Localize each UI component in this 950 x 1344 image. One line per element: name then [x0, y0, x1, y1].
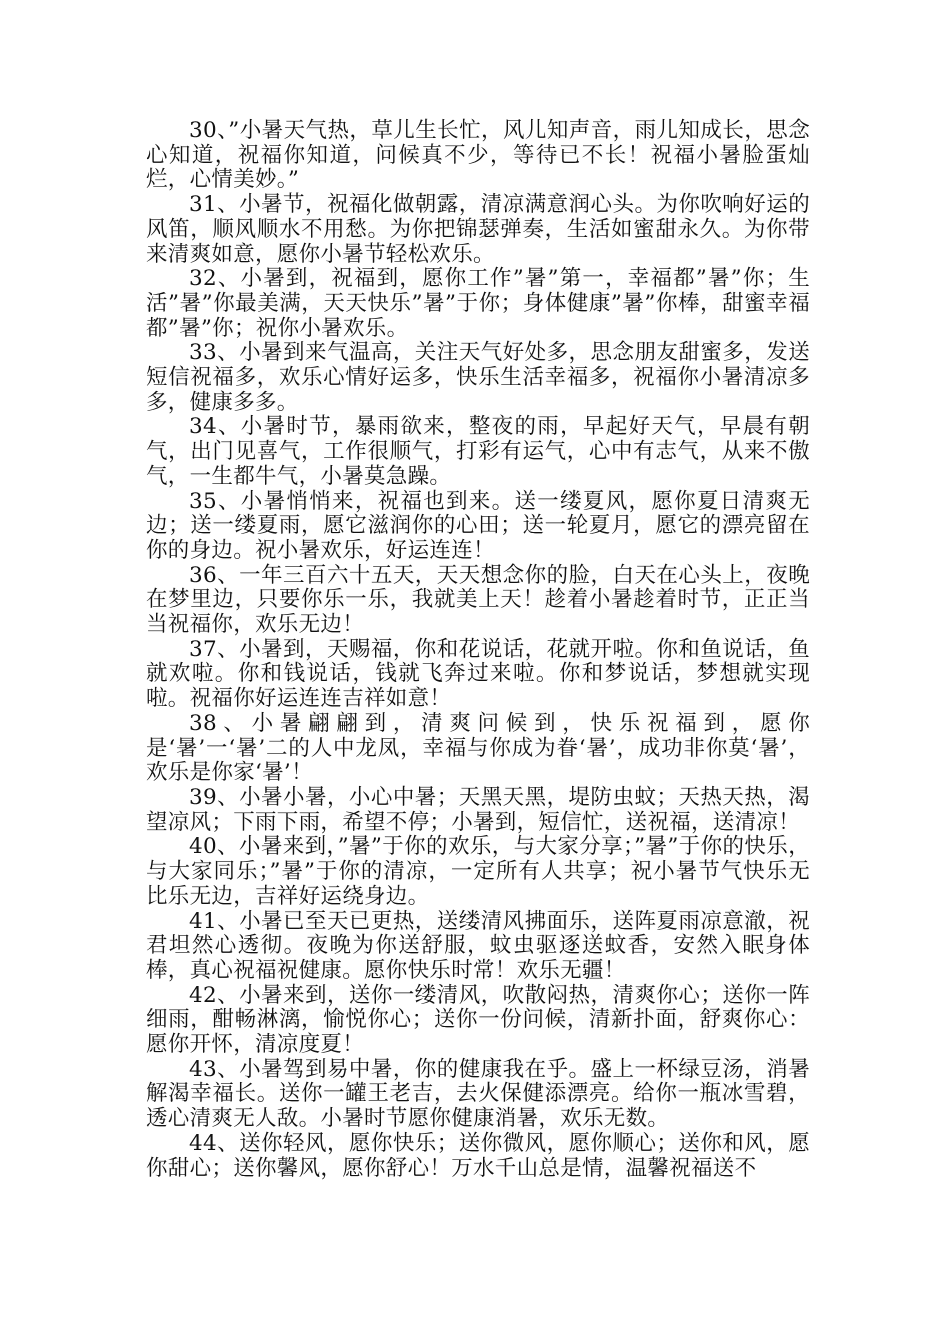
paragraph-44: 44、送你轻风，愿你快乐；送你微风，愿你顺心；送你和风，愿你甜心；送你馨风，愿你舒心！万水千山总是情，温馨祝福送不 [146, 1130, 810, 1181]
paragraph-38: 38、小暑翩翩到，清爽问候到，快乐祝福到，愿你是‘暑’一‘暑’二的人中龙凤，幸福与你成为眷‘暑’，成功非你莫‘暑’，欢乐是你家‘暑’！ [146, 710, 810, 786]
document-body [146, 119, 810, 1181]
paragraph-37: 37、小暑到，天赐福，你和花说话，花就开啦。你和鱼说话，鱼就欢啦。你和钱说话，钱就飞奔过来啦。你和梦说话，梦想就实现啦。祝福你好运连连吉祥如意！ [146, 636, 810, 712]
paragraph-42: 42、小暑来到，送你一缕清风，吹散闷热，清爽你心；送你一阵细雨，酣畅淋漓，愉悦你心；送你一份问候，清新扑面，舒爽你心：愿你开怀，清凉度夏！ [146, 982, 810, 1058]
paragraph-40: 40、小暑来到，”暑”于你的欢乐，与大家分享；”暑”于你的快乐，与大家同乐；”暑”于你的清凉，一定所有人共享；祝小暑节气快乐无比乐无边，吉祥好运绕身边。 [146, 834, 810, 909]
paragraph-31: 31、小暑节，祝福化做朝露，清凉满意润心头。为你吹响好运的风笛，顺风顺水不用愁。为你把锦瑟弹奏，生活如蜜甜永久。为你带来清爽如意，愿你小暑节轻松欢乐。 [146, 192, 810, 267]
paragraph-30: 30、”小暑天气热，草儿生长忙，风儿知声音，雨儿知成长，思念心知道，祝福你知道，问候真不少，等待已不长！祝福小暑脸蛋灿烂，心情美妙。” [146, 118, 810, 193]
paragraph-41: 41、小暑已至天已更热，送缕清风拂面乐，送阵夏雨凉意澈，祝君坦然心透彻。夜晚为你送舒服，蚊虫驱逐送蚊香，安然入眠身体棒，真心祝福祝健康。愿你快乐时常！欢乐无疆！ [146, 908, 810, 983]
paragraph-43: 43、小暑驾到易中暑，你的健康我在乎。盛上一杯绿豆汤，消暑解渴幸福长。送你一罐王老吉，去火保健添漂亮。给你一瓶冰雪碧，透心清爽无人敌。小暑时节愿你健康消暑，欢乐无数。 [146, 1056, 810, 1132]
paragraph-33: 33、小暑到来气温高，关注天气好处多，思念朋友甜蜜多，发送短信祝福多，欢乐心情好运多，快乐生活幸福多，祝福你小暑清凉多多，健康多多。 [146, 340, 810, 415]
paragraph-32: 32、小暑到，祝福到，愿你工作”暑”第一，幸福都”暑”你；生活”暑”你最美满，天天快乐”暑”于你；身体健康”暑”你棒，甜蜜幸福都”暑”你；祝你小暑欢乐。 [146, 266, 810, 341]
paragraph-39: 39、小暑小暑，小心中暑；天黑天黑，堤防虫蚊；天热天热，渴望凉风；下雨下雨，希望不停；小暑到，短信忙，送祝福，送清凉！ [146, 784, 810, 835]
paragraph-34: 34、小暑时节，暴雨欲来，整夜的雨，早起好天气，早晨有朝气，出门见喜气，工作很顺气，打彩有运气，心中有志气，从来不傲气，一生都牛气，小暑莫急躁。 [146, 414, 810, 489]
paragraph-35: 35、小暑悄悄来，祝福也到来。送一缕夏风，愿你夏日清爽无边；送一缕夏雨，愿它滋润你的心田；送一轮夏月，愿它的漂亮留在你的身边。祝小暑欢乐，好运连连！ [146, 488, 810, 563]
paragraph-36: 36、一年三百六十五天，天天想念你的脸，白天在心头上，夜晚在梦里边，只要你乐一乐，我就美上天！趁着小暑趁着时节，正正当当祝福你，欢乐无边！ [146, 562, 810, 638]
